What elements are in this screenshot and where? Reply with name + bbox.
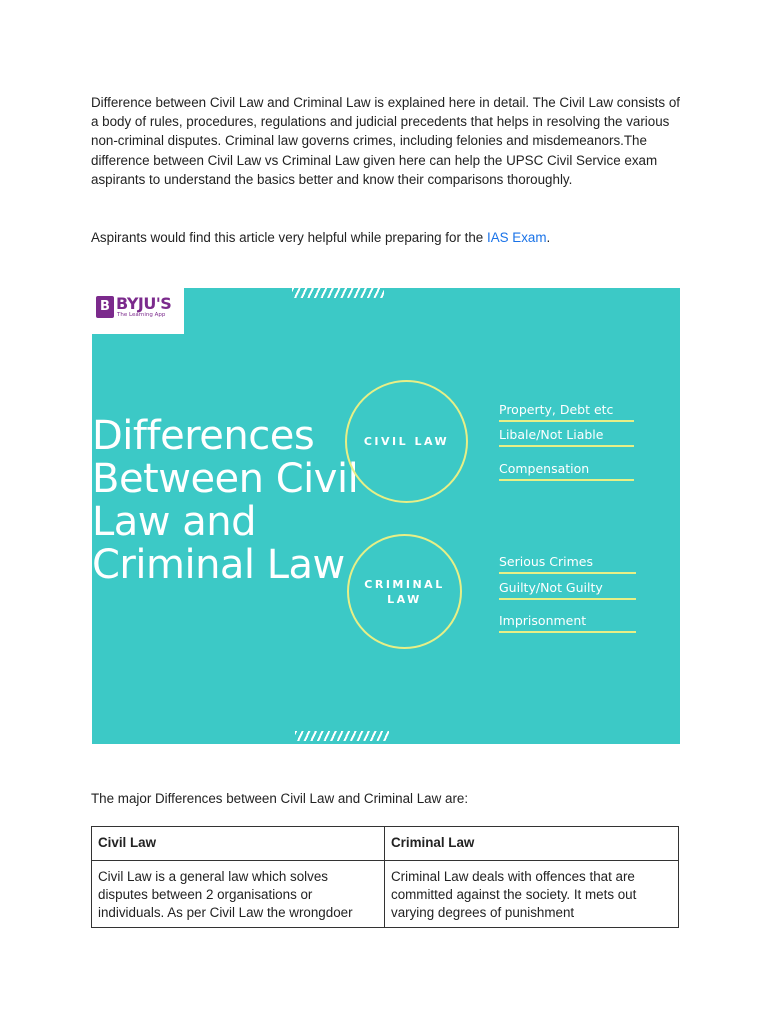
table-row [92, 861, 679, 928]
infographic-image [92, 288, 680, 744]
criminal-item: Serious Crimes [499, 554, 636, 574]
criminal-item: Guilty/Not Guilty [499, 580, 636, 600]
table-cell: Criminal Law deals with offences that are committed against the society. It mets out varying degrees of punishment [385, 861, 679, 928]
aspirants-paragraph [91, 228, 691, 247]
comparison-table [91, 826, 679, 928]
civil-item: Compensation [499, 461, 634, 481]
criminal-item: Imprisonment [499, 613, 636, 633]
civil-item: Property, Debt etc [499, 402, 634, 422]
civil-law-circle [345, 380, 468, 503]
criminal-label-line: LAW [387, 592, 422, 606]
intro-paragraph: Difference between Civil Law and Criminal Law is explained here in detail. The Civil Law consists of a body of rules, procedures, regulations and judicial precedents that helps in resolving the various non-criminal disputes. Criminal law governs crimes, including felonies and misdemeanors.The difference between Civil Law vs Criminal Law given here can help the UPSC Civil Service exam aspirants to understand the basics better and know their comparisons thoroughly. [91, 95, 680, 187]
logo-name: BYJU'S [116, 294, 172, 313]
major-differences-intro: The major Differences between Civil Law and Criminal Law are: [91, 791, 469, 806]
headline-line: Criminal Law [92, 542, 345, 588]
byjus-logo [92, 288, 184, 334]
logo-tagline: The Learning App [117, 312, 166, 318]
civil-law-circle-label: CIVIL LAW [363, 435, 450, 448]
byjus-logo-icon: B [96, 296, 114, 318]
headline-line: Differences [92, 413, 315, 459]
criminal-law-circle-label [364, 577, 444, 607]
aspirants-suffix: . [546, 230, 551, 245]
aspirants-text: Aspirants would find this article very helpful while preparing for the [91, 230, 487, 245]
civil-item: Libale/Not Liable [499, 427, 634, 447]
criminal-label-line: CRIMINAL [364, 577, 445, 591]
infographic-headline [92, 415, 372, 587]
headline-line: Law and [92, 499, 256, 545]
column-header: Criminal Law [385, 827, 679, 861]
table-cell: Civil Law is a general law which solves disputes between 2 organisations or individuals. As per Civil Law the wrongdoer [92, 861, 385, 928]
headline-line: Between Civil [92, 456, 359, 502]
ias-exam-link[interactable]: IAS Exam [486, 230, 547, 245]
table-header-row [92, 827, 679, 861]
criminal-law-circle [347, 534, 462, 649]
decorative-stripes-top [292, 288, 384, 298]
column-header: Civil Law [92, 827, 385, 861]
decorative-stripes-bottom [295, 731, 389, 741]
